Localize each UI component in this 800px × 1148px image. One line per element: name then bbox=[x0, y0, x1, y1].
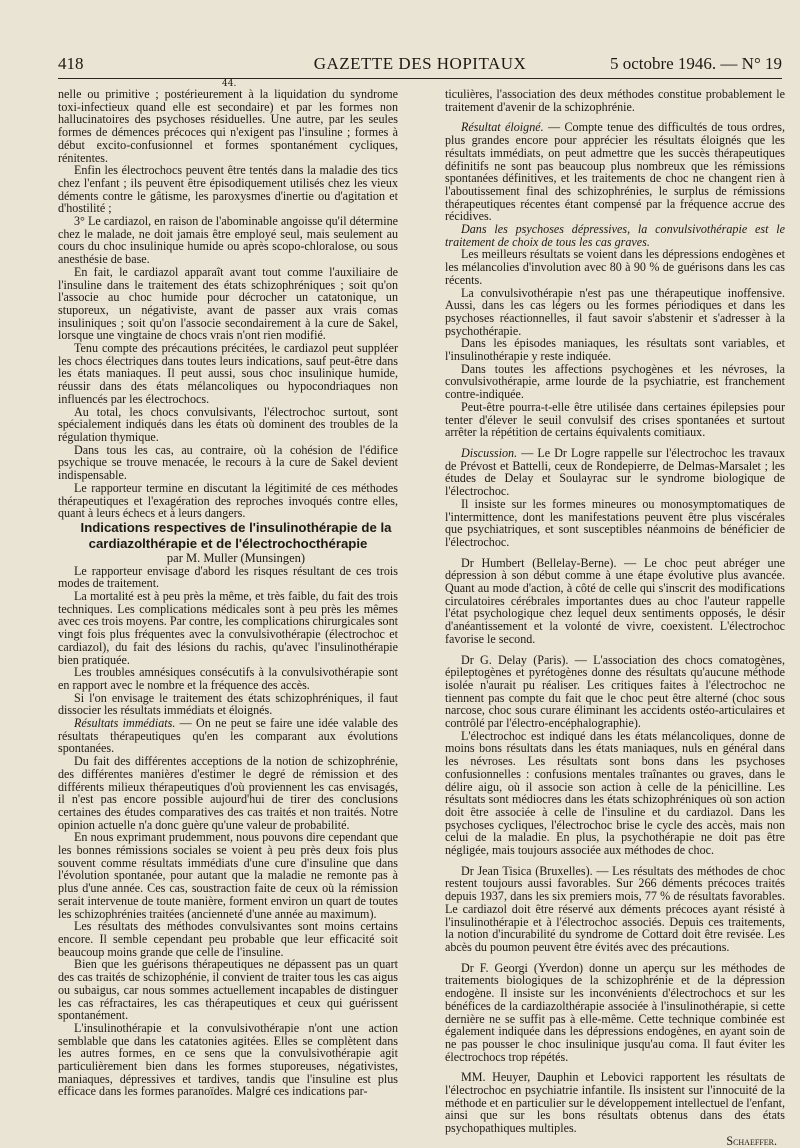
section-title: Indications respectives de l'insulinothérapie de la cardiazolthérapie et de l'électrochocthérapie bbox=[80, 519, 392, 551]
paragraph: Les meilleurs résultats se voient dans les dépressions endogènes et les mélancolies d'involution avec 80 à 90 % de guérisons dans les cas récents. bbox=[445, 247, 785, 287]
paragraph-text: — Le Dr Logre rappelle sur l'électrochoc les travaux de Prévost et Battelli, ceux de Rondepierre, de Delmas-Marsalet ; les études de Delay et Soulayrac sur le syndrome biologique de l'électrochoc. bbox=[445, 445, 785, 499]
journal-title: GAZETTE DES HOPITAUX bbox=[313, 54, 527, 73]
right-column bbox=[445, 88, 785, 1148]
paragraph: Tenu compte des précautions précitées, le cardiazol peut suppléer les chocs électriques dans toutes leurs indications, sauf peut-être dans les états maniaques. Il peut aussi, sous choc insulinique humide, réussir dans des états mélancoliques ou hypocondriaques non influencés par les électrochocs. bbox=[58, 341, 398, 406]
paragraph: En nous exprimant prudemment, nous pouvons dire cependant que les bonnes rémissions sociales se voient à peu près deux fois plus souvent comme résultats immédiats d'une cure d'insuline que dans l'évolution spontanée, pour autant que la maladie ne remonte pas à plus d'une année. Ces cas, soustraction faite de ceux où la rémission serait intervenue de toute manière, forment environ un quart de toutes les schizophrénies traitées (ancienneté d'une année au maximum). bbox=[58, 830, 398, 921]
paragraph: Les troubles amnésiques consécutifs à la convulsivothérapie sont en rapport avec le nombre et la fréquence des accès. bbox=[58, 665, 398, 692]
subheading: Résultat éloigné. bbox=[461, 120, 544, 135]
paragraph: nelle ou primitive ; postérieurement à la liquidation du syndrome toxi-infectieux quand elle est secondaire) et par les formes non hallucinatoires des psychoses résiduelles. Une autre, par les seules formes de démences précoces qui n'exigent pas l'insuline ; formes à début excito-confusionnel et formes spontanément cycliques, rénitentes. bbox=[58, 87, 398, 165]
paragraph: Bien que les guérisons thérapeutiques ne dépassent pas un quart des cas traités de schizophénie, il convient de traiter tous les cas aigus ou subaigus, car nous sommes actuellement incapables de distinguer les cas réfractaires, les cas thérapeutiques et ceux qui guérissent spontanément. bbox=[58, 957, 398, 1023]
issue-date: 5 octobre 1946. — N° 19 bbox=[609, 54, 782, 73]
page-number: 418 bbox=[58, 54, 84, 73]
paragraph: La mortalité est à peu près la même, et très faible, du fait des trois techniques. Les complications médicales sont à peu près les mêmes avec ces trois moyens. Par contre, les complications chirurgicales sont vingt fois plus fréquentes avec la convulsivothérapie (électrochoc et cardiazol), du fait des lésions du rachis, qu'avec l'insulinothérapie bien pratiquée. bbox=[58, 589, 398, 667]
paragraph: Le rapporteur termine en discutant la légitimité de ces méthodes thérapeutiques et l'exagération des reproches invoqués contre elles, quant à leurs échecs et à leurs dangers. bbox=[58, 480, 398, 521]
paragraph: Au total, les chocs convulsivants, l'électrochoc surtout, sont spécialement indiqués dans les états où dominent des troubles de la régulation thymique. bbox=[58, 404, 398, 444]
paragraph: ticulières, l'association des deux méthodes constitue probablement le traitement d'avenir de la schizophrénie. bbox=[445, 87, 785, 114]
paragraph bbox=[445, 121, 785, 223]
paragraph-text: — On ne peut se faire une idée valable des résultats thérapeutiques qu'en les comparant aux évolutions spontanées. bbox=[58, 716, 398, 756]
paragraph: Dr F. Georgi (Yverdon) donne un aperçu sur les méthodes de traitements biologiques de la schizophrénie et de la dépression endogène. Il insiste sur les inconvénients d'électrochocs et sur les bénéfices de la cardiazolthérapie associée à l'insulinothérapie, si cette dernière ne se suffit pas à elle-même. Cette technique combinée est également indiquée dans les dépressions endogènes, en ayant soin de ne pas pousser le choc insulinique jusqu'au coma. Il faut éviter les électrochocs trop répétés. bbox=[445, 960, 785, 1064]
paragraph: L'électrochoc est indiqué dans les états mélancoliques, donne de moins bons résultats dans les états maniaques, nuls en général dans les névroses. Les résultats sont bons dans les psychoses confusionnelles : confusions mentales traînantes ou graves, dans le délire aigu, où il associe son action à celle de la pénicilline. Les résultats sont médiocres dans les états schizophréniques où son action doit être associée à celle de l'insuline et du cardiazol. Dans les psychoses cycliques, l'électrochoc brise le cycle des accès, mais non celui de la maladie. En plus, la psychothérapie ne doit pas être négligée, mais toujours associée aux méthodes de choc. bbox=[445, 728, 785, 858]
paragraph: Il insiste sur les formes mineures ou monosymptomatiques de l'intermittence, dont les manifestations peuvent être plus viscérales que psychiatriques, et sont susceptibles néanmoins de bénéficier de l'électrochoc. bbox=[445, 496, 785, 549]
paragraph: La convulsivothérapie n'est pas une thérapeutique inoffensive. Aussi, dans les cas légers ou les formes périodiques et dans les psychoses réactionnelles, il faut savoir s'abstenir et s'adresser à la psychothérapie. bbox=[445, 285, 785, 338]
page-marker: 44. bbox=[222, 79, 237, 89]
paragraph: Si l'on envisage le traitement des états schizophréniques, il faut dissocier les résultats immédiats et éloignés. bbox=[58, 690, 398, 718]
paragraph: L'insulinothérapie et la convulsivothérapie n'ont une action semblable que dans les catatonies agitées. Elles se complètent dans les autres formes, en ce sens que la convulsivothérapie agit particulièrement bien dans les formes stuporeuses, négativistes, maniaques, dépressives et tardives, tandis que l'insuline est plus efficace dans les formes paranoïdes. Malgré ces indications par- bbox=[58, 1020, 398, 1099]
paragraph: Dr Jean Tisica (Bruxelles). — Les résultats des méthodes de choc restent toujours aussi favorables. Sur 266 déments précoces traités depuis 1937, dans les six premiers mois, 77 % de résultats favorables. Le cardiazol doit être réservé aux déments précoces ayant résisté à l'insulinothérapie et à l'électrochoc associés. Depuis ces traitements, la notion d'incurabilité du syndrome de Cottard doit être revisée. Les abcès du poumon peuvent être évités avec des précautions. bbox=[445, 863, 785, 954]
paragraph: Dans les épisodes maniaques, les résultats sont variables, et l'insulinothérapie y reste indiquée. bbox=[445, 336, 785, 364]
left-column bbox=[58, 88, 398, 1098]
paragraph: Dr G. Delay (Paris). — L'association des chocs comatogènes, épileptogènes et pyrétogènes donne des résultats qu'aucune méthode isolée n'aurait pu réaliser. Les critiques faites à l'électrochoc ne tiennent pas compte du fait que le choc peut être alterné (choc sous narcose, choc sous curare éliminant les accidents ostéo-articulaires et contrôlé par l'électro-encéphalographie). bbox=[445, 652, 785, 731]
paragraph bbox=[445, 447, 785, 498]
paragraph: Dans les psychoses dépressives, la convulsivothérapie est le traitement de choix de tous les cas graves. bbox=[445, 222, 785, 249]
paragraph-text: — Compte tenue des difficultés de tous ordres, plus grandes encore pour apprécier les résultats éloignés que les résultats immédiats, on peut admettre que les succès thérapeutiques définitifs ne sont pas beaucoup plus nombreux que les rémissions spontanées définitives, et les traitements de choc ne changent rien à l'aboutissement final des schizophrénies, le surplus de rémissions thérapeutiques récentes étant compensé par la fréquence accrue des récidives. bbox=[445, 120, 785, 224]
author-signature: Schaeffer. bbox=[726, 1133, 777, 1148]
paragraph: Dans tous les cas, au contraire, où la cohésion de l'édifice psychique se trouve menacée, le recours à la cure de Sakel devient indispensable. bbox=[58, 442, 398, 483]
paragraph: Le rapporteur envisage d'abord les risques résultant de ces trois modes de traitement. bbox=[58, 563, 398, 591]
paragraph: MM. Heuyer, Dauphin et Lebovici rapportent les résultats de l'électrochoc en psychiatrie infantile. Ils insistent sur l'innocuité de la méthode et en particulier sur le développement intellectuel de l'enfant, ainsi que sur les bons résultats obtenus dans des états psychopathiques multiples. bbox=[445, 1070, 785, 1136]
paragraph: Enfin les électrochocs peuvent être tentés dans la maladie des tics chez l'enfant ; ils peuvent être épisodiquement utilisés chez les vieux déments contre le gâtisme, les paroxysmes d'inertie ou d'agitation et d'hostilité ; bbox=[58, 163, 398, 216]
paragraph: Les résultats des méthodes convulsivantes sont moins certains encore. Il semble cependant peu probable que leur efficacité soit beaucoup moins grande que celle de l'insuline. bbox=[58, 919, 398, 959]
paragraph: Du fait des différentes acceptions de la notion de schizophrénie, des différentes manières d'estimer le degré de rémission et des différents milieux thérapeutiques d'où proviennent les cas envisagés, il n'est pas encore possible aujourd'hui de tirer des conclusions certaines des études comparatives des cas traités et non traités. Notre opinion actuelle n'a donc guère qu'une valeur de probabilité. bbox=[58, 754, 398, 832]
paragraph: Dr Humbert (Bellelay-Berne). — Le choc peut abréger une dépression à son début comme à une étape évolutive plus avancée. Quant au mode d'action, à côté de celle qui s'inscrit des modifications circulatoires cérébrales importantes dues au choc l'auteur rappelle l'état psychologique chez lequel deux sentiments opposés, le désir d'anéantissement et la volonté de vivre, coexistent. L'électrochoc favorise le second. bbox=[445, 555, 785, 646]
paragraph bbox=[58, 717, 398, 755]
page-header bbox=[58, 52, 782, 79]
paragraph: Peut-être pourra-t-elle être utilisée dans certaines épilepsies pour tenter d'élever le seuil convulsif des crises spontanées et surtout arrêter la répétition de certains équivalents comitiaux. bbox=[445, 399, 785, 440]
paragraph: Dans toutes les affections psychogènes et les névroses, la convulsivothérapie, arme lourde de la psychiatrie, est franchement contre-indiquée. bbox=[445, 361, 785, 402]
subheading: Résultats immédiats. bbox=[74, 716, 176, 731]
subheading: Discussion. bbox=[461, 445, 518, 460]
section-author: par M. Muller (Munsingen) bbox=[166, 550, 306, 565]
paragraph: 3° Le cardiazol, en raison de l'abominable angoisse qu'il détermine chez le malade, ne doit jamais être employé seul, mais seulement au cours du choc insulinique humide ou après scopo-chloralose, ou sous anesthésie de base. bbox=[58, 214, 398, 267]
paragraph: En fait, le cardiazol apparaît avant tout comme l'auxiliaire de l'insuline dans le traitement des états schizophréniques ; soit qu'on l'associe au choc humide pour décrocher un catatonique, un stuporeux, un négativiste, avant de passer aux vrais comas insuliniques ; soit qu'on l'associe secondairement à la cure de Sakel, lorsque une vingtaine de chocs vrais n'ont rien modifié. bbox=[58, 264, 398, 343]
